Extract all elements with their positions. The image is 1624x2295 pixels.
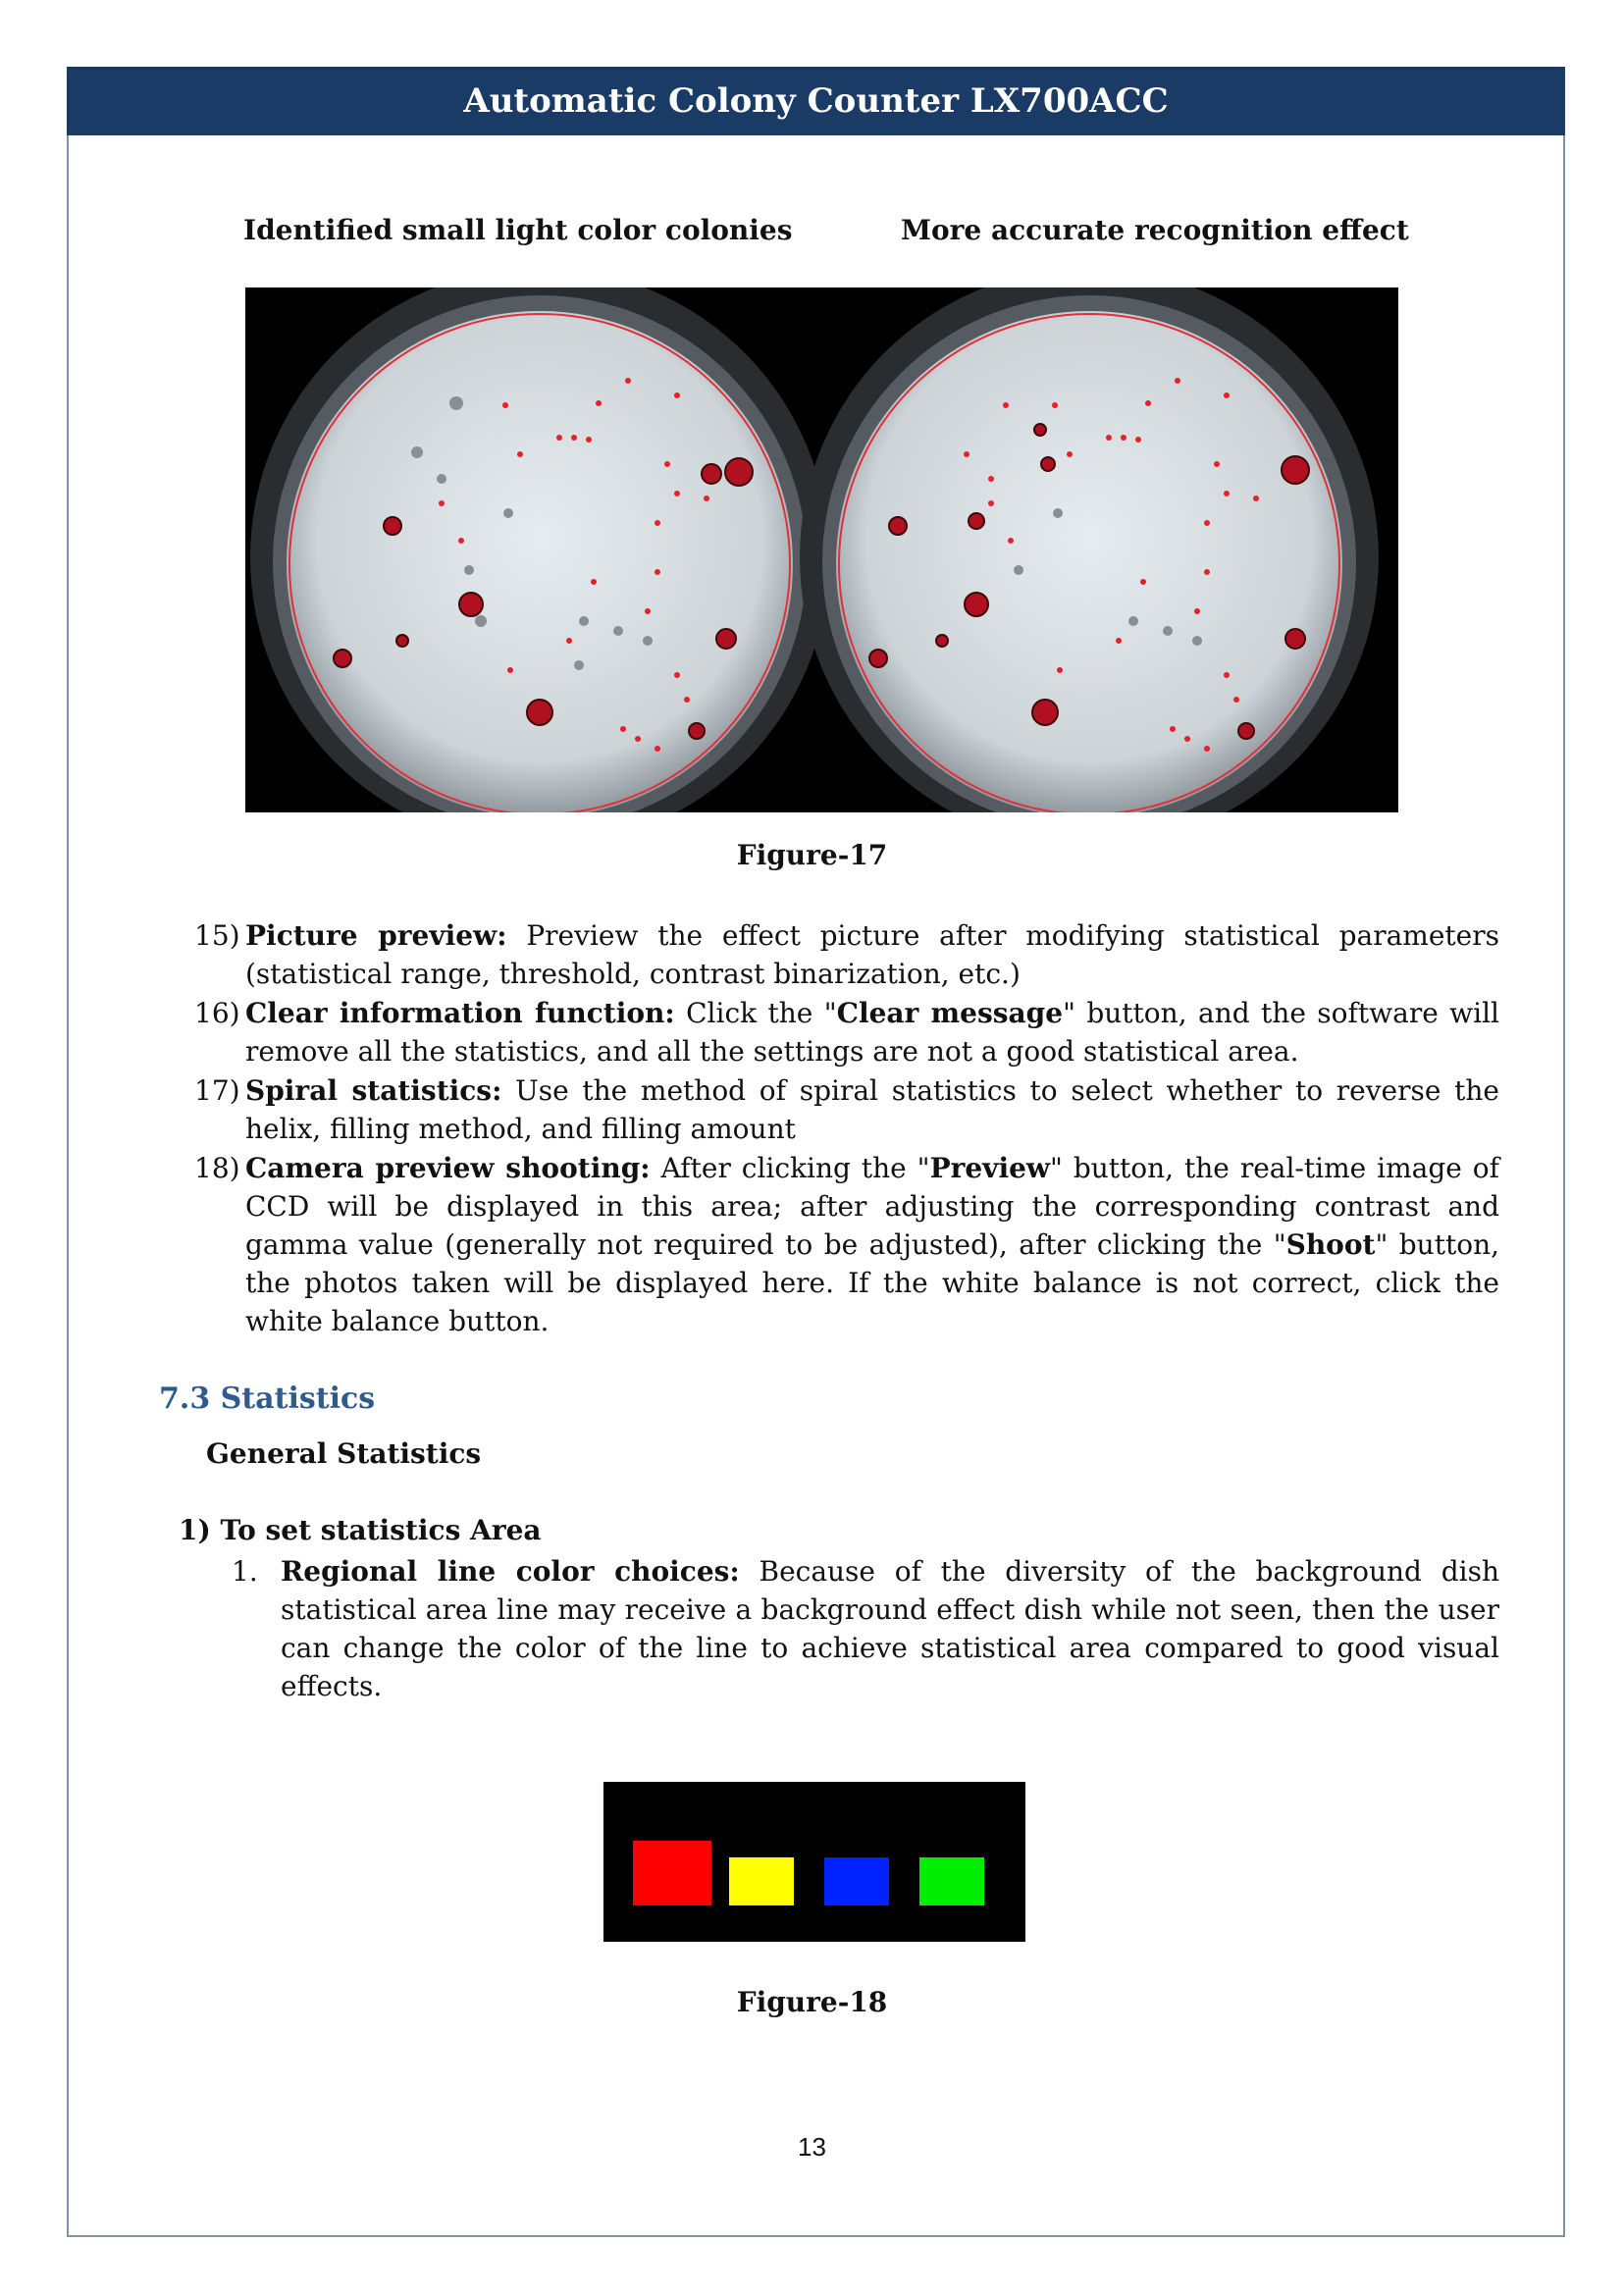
header-title: Automatic Colony Counter LX700ACC xyxy=(463,81,1169,121)
sub-heading: General Statistics xyxy=(206,1437,482,1470)
list-item-text: " button, and the software will remove all the statistics, and all the settings are not a good statistical area. xyxy=(245,997,1500,1068)
step-text: Because of the diversity of the background dish statistical area line may receive a background effect dish while not seen, then the user can change the color of the line to achieve statistical area compared to good visual effects. xyxy=(281,1555,1499,1702)
list-item-text: After clicking the " xyxy=(650,1152,930,1184)
green-swatch xyxy=(919,1857,984,1905)
section-heading: 7.3 Statistics xyxy=(159,1382,376,1416)
list-item-text: Preview the effect picture after modifying statistical parameters (statistical range, threshold, contrast binarization, etc.) xyxy=(245,919,1499,990)
list-item xyxy=(194,994,1499,1070)
shoot-label: Shoot xyxy=(1285,1228,1376,1261)
list-item-text: " button, the photos taken will be displayed here. If the white balance is not correct, click the white balance button. xyxy=(245,1228,1499,1337)
right-dish xyxy=(800,287,1379,812)
list-item-number: 18) xyxy=(194,1152,240,1184)
blue-swatch xyxy=(824,1857,889,1905)
list-item xyxy=(194,916,1499,993)
list-item-text: Click the " xyxy=(674,997,837,1029)
petri-dish-photo xyxy=(245,287,1398,812)
list-item-number: 17) xyxy=(194,1074,240,1107)
figure18-image xyxy=(603,1782,1025,1942)
list-item-lead: Picture preview: xyxy=(245,919,507,952)
list-item xyxy=(194,1149,1499,1340)
figure18-caption: Figure-18 xyxy=(736,1986,888,2018)
figure17-caption: Figure-17 xyxy=(736,839,888,871)
figure17-left-caption: Identified small light color colonies xyxy=(243,214,793,246)
list-item-number: 16) xyxy=(194,997,240,1029)
list-item-text: " button, the real-time image of CCD will be displayed in this area; after adjusting the corresponding contrast and gamma value (generally not required to be adjusted), after clicking the " xyxy=(245,1152,1499,1261)
red-swatch xyxy=(633,1841,711,1905)
step-item xyxy=(232,1552,1499,1705)
list-item-lead: Clear information function: xyxy=(245,997,675,1029)
step-number: 1. xyxy=(232,1555,258,1588)
list-item-number: 15) xyxy=(194,919,240,952)
list-item-text: Use the method of spiral statistics to select whether to reverse the helix, filling method, and filling amount xyxy=(245,1074,1499,1145)
list-item-lead: Spiral statistics: xyxy=(245,1074,502,1107)
header-bar xyxy=(67,67,1565,135)
preview-label: Preview xyxy=(929,1152,1051,1184)
list-item xyxy=(194,1071,1499,1148)
left-dish xyxy=(250,287,829,812)
figure17-image xyxy=(245,287,1398,812)
yellow-swatch xyxy=(729,1857,794,1905)
step-heading: 1) To set statistics Area xyxy=(179,1514,542,1546)
page-number: 13 xyxy=(798,2132,826,2162)
clear-message-label: Clear message xyxy=(836,997,1064,1029)
step-lead: Regional line color choices: xyxy=(281,1555,740,1588)
list-item-lead: Camera preview shooting: xyxy=(245,1152,651,1184)
figure17-right-caption: More accurate recognition effect xyxy=(901,214,1409,246)
